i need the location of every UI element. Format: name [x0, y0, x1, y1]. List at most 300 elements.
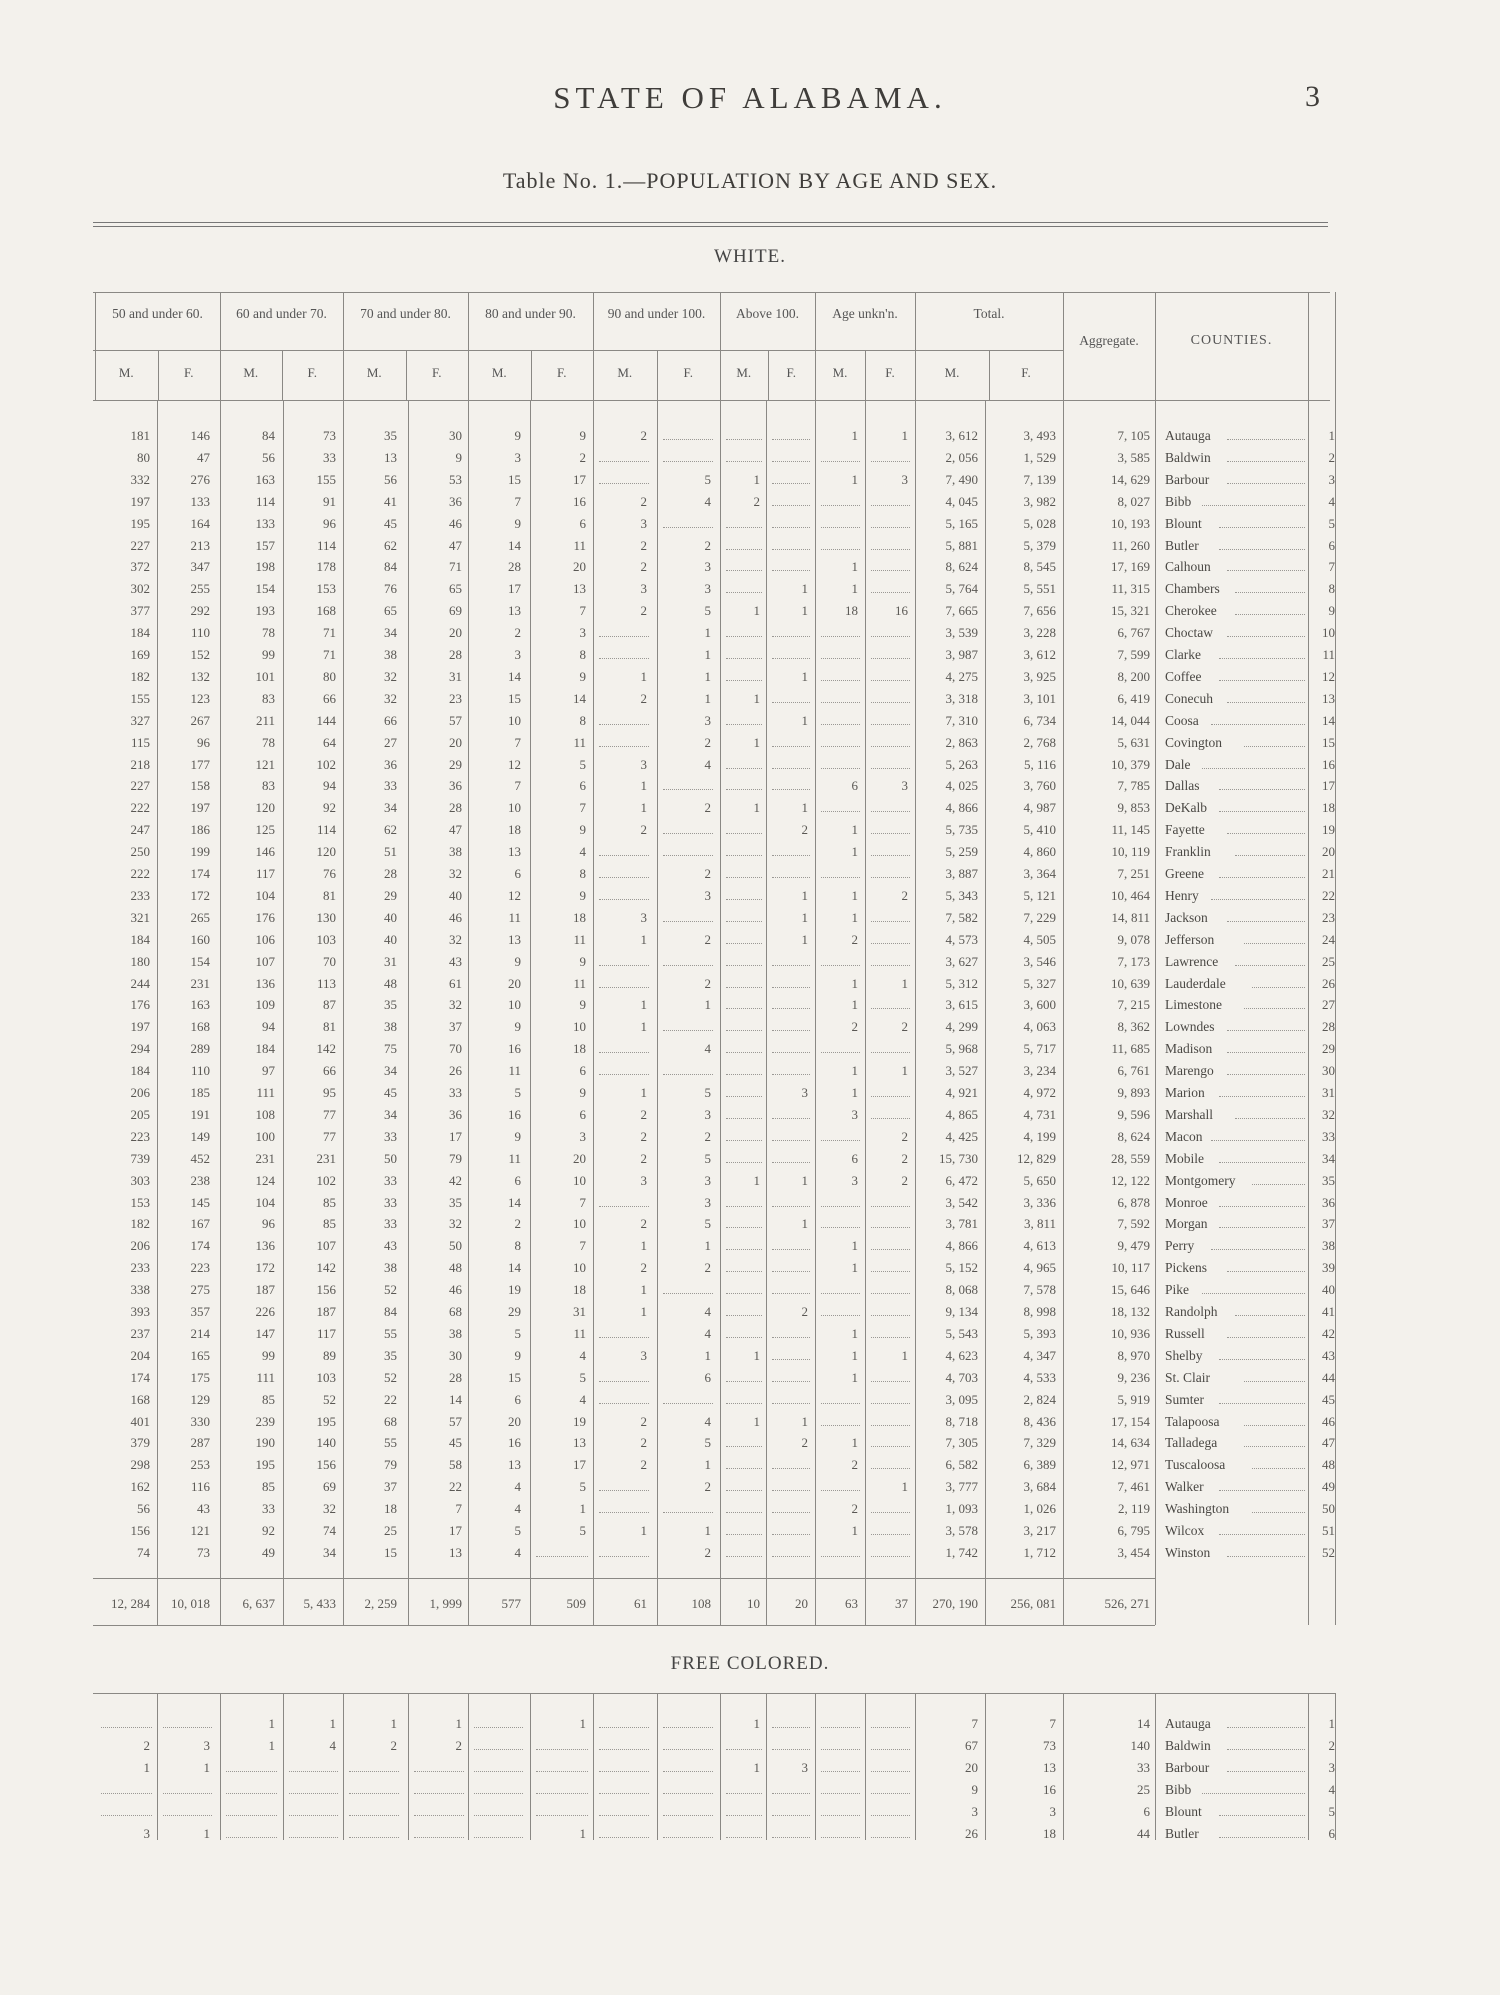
table-cell: 227 [130, 537, 150, 553]
table-cell: 3 [704, 559, 711, 575]
table-cell: 34 [384, 625, 397, 641]
table-cell: 184 [130, 1063, 150, 1079]
dot-leader [1219, 1162, 1305, 1163]
table-cell: 13 [508, 603, 521, 619]
table-cell: 197 [130, 1019, 150, 1035]
table-cell: 1 [143, 1759, 150, 1775]
dot-leader [871, 592, 910, 593]
table-cell: 2 [579, 449, 586, 465]
table-cell: 206 [130, 1238, 150, 1254]
table-cell: 5, 393 [1023, 1325, 1056, 1341]
table-cell: 12, 829 [1017, 1150, 1056, 1166]
table-cell: 5 [704, 1085, 711, 1100]
table-cell: 42 [449, 1172, 462, 1188]
dot-leader [726, 877, 762, 878]
table-cell: 6 [579, 778, 586, 794]
table-cell: 3, 539 [945, 625, 978, 641]
dot-leader [726, 789, 762, 790]
column-rule [989, 350, 990, 400]
dot-leader [726, 1030, 762, 1031]
dot-leader [1244, 1008, 1305, 1009]
county-name: Dale [1165, 756, 1191, 772]
table-cell: 113 [316, 975, 336, 991]
column-rule [220, 400, 221, 1625]
table-cell: 1 [579, 1716, 586, 1731]
dot-leader [772, 1556, 810, 1557]
table-cell: 1 [801, 603, 808, 619]
dot-leader [871, 833, 910, 834]
dot-leader [599, 965, 649, 966]
dot-leader [226, 1771, 277, 1772]
dot-leader [163, 1815, 212, 1816]
dot-leader [772, 1381, 810, 1382]
dot-leader [871, 1206, 910, 1207]
table-cell: 199 [190, 844, 210, 860]
table-cell: 33 [384, 1128, 397, 1144]
dot-leader [871, 1446, 910, 1447]
table-cell: 12, 971 [1111, 1457, 1150, 1473]
county-name: Bibb [1165, 493, 1192, 509]
table-cell: 45 [384, 1085, 397, 1100]
dot-leader [772, 1249, 810, 1250]
dot-leader [599, 1381, 649, 1382]
row-number: 15 [1322, 734, 1335, 750]
table-cell: 11, 315 [1111, 581, 1150, 597]
table-cell: 14 [449, 1391, 462, 1407]
dot-leader [599, 1815, 649, 1816]
dot-leader [772, 1030, 810, 1031]
table-cell: 3 [901, 778, 908, 794]
table-cell: 102 [316, 756, 336, 772]
table-cell: 195 [255, 1457, 275, 1473]
table-cell: 73 [1043, 1737, 1056, 1753]
table-cell: 149 [190, 1128, 210, 1144]
dot-leader [726, 1206, 762, 1207]
dot-leader [1252, 1468, 1305, 1469]
table-cell: 1 [753, 1347, 760, 1363]
dot-leader [599, 1771, 649, 1772]
table-cell: 99 [262, 647, 275, 662]
column-rule [406, 350, 407, 400]
dot-leader [726, 680, 762, 681]
county-name: Clarke [1165, 647, 1201, 662]
table-cell: 4, 275 [945, 668, 978, 684]
dot-leader [599, 746, 649, 747]
table-cell: 1, 742 [945, 1544, 978, 1560]
dot-leader [599, 1337, 649, 1338]
dot-leader [726, 943, 762, 944]
dot-leader [726, 1556, 762, 1557]
table-cell: 17 [449, 1128, 462, 1144]
table-cell: 11 [573, 1325, 586, 1341]
dot-leader [871, 965, 910, 966]
table-cell: 120 [316, 844, 336, 860]
table-cell: 12, 122 [1111, 1172, 1150, 1188]
table-cell: 3, 217 [1023, 1523, 1056, 1538]
table-cell: 3, 095 [945, 1391, 978, 1407]
dot-leader [772, 483, 810, 484]
dot-leader [599, 1727, 649, 1728]
table-cell: 7, 215 [1117, 997, 1150, 1013]
table-cell: 8, 027 [1117, 493, 1150, 509]
table-cell: 4, 860 [1023, 844, 1056, 860]
table-cell: 3 [579, 625, 586, 641]
dot-leader [101, 1793, 152, 1794]
dot-leader [772, 1074, 810, 1075]
table-cell: 7, 578 [1023, 1282, 1056, 1298]
table-cell: 6, 878 [1117, 1194, 1150, 1210]
table-cell: 3, 600 [1023, 997, 1056, 1013]
dot-leader [599, 855, 649, 856]
table-cell: 8, 436 [1023, 1413, 1056, 1429]
row-number: 52 [1322, 1544, 1335, 1560]
dot-leader [663, 1403, 713, 1404]
table-cell: 102 [316, 1172, 336, 1188]
table-cell: 4, 533 [1023, 1369, 1056, 1385]
county-name: Baldwin [1165, 1737, 1211, 1753]
row-number: 43 [1322, 1347, 1335, 1363]
column-rule [220, 292, 221, 400]
table-cell: 182 [130, 1216, 150, 1232]
county-name: Autauga [1165, 428, 1211, 443]
table-cell: 3, 612 [1023, 647, 1056, 662]
dot-leader [871, 855, 910, 856]
table-cell: 9 [514, 1347, 521, 1363]
table-cell: 84 [384, 1304, 397, 1319]
table-cell: 5 [579, 1523, 586, 1538]
table-cell: 5, 028 [1023, 515, 1056, 531]
dot-leader [726, 592, 762, 593]
dot-leader [821, 1793, 860, 1794]
table-cell: 2 [704, 734, 711, 750]
table-cell: 10 [573, 1172, 586, 1188]
table-cell: 2 [901, 1172, 908, 1188]
sub-header-m: M. [944, 365, 960, 380]
dot-leader [772, 965, 810, 966]
dot-leader [349, 1815, 399, 1816]
table-cell: 55 [384, 1435, 397, 1451]
table-cell: 4, 623 [945, 1347, 978, 1363]
table-cell: 47 [449, 537, 462, 553]
table-cell: 3, 542 [945, 1194, 978, 1210]
table-cell: 9, 853 [1117, 800, 1150, 816]
table-cell: 9 [455, 449, 462, 465]
dot-leader [821, 461, 860, 462]
table-cell: 85 [323, 1216, 336, 1232]
table-cell: 11, 260 [1111, 537, 1150, 553]
dot-leader [1227, 833, 1305, 834]
table-cell: 70 [449, 1041, 462, 1057]
dot-leader [349, 1771, 399, 1772]
table-cell: 169 [130, 647, 150, 662]
row-number: 39 [1322, 1260, 1335, 1276]
dot-leader [474, 1837, 523, 1838]
row-number: 4 [1328, 1781, 1335, 1797]
table-cell: 226 [255, 1304, 275, 1319]
dot-leader [599, 636, 649, 637]
table-cell: 5, 121 [1023, 887, 1056, 903]
column-rule [1308, 400, 1309, 1625]
column-rule [1063, 400, 1064, 1625]
dot-leader [821, 636, 860, 637]
dot-leader [871, 505, 910, 506]
table-cell: 1 [851, 559, 858, 575]
table-cell: 3 [640, 581, 647, 597]
table-cell: 7, 105 [1117, 428, 1150, 443]
table-cell: 184 [255, 1041, 275, 1057]
table-cell: 20 [573, 1150, 586, 1166]
row-number: 31 [1322, 1085, 1335, 1100]
table-cell: 4 [579, 1347, 586, 1363]
table-cell: 14 [573, 690, 586, 706]
dot-leader [289, 1837, 338, 1838]
dot-leader [474, 1771, 523, 1772]
table-cell: 4 [704, 1041, 711, 1057]
dot-leader [1252, 1184, 1305, 1185]
table-cell: 95 [323, 1085, 336, 1100]
column-rule [985, 400, 986, 1625]
county-name: Franklin [1165, 844, 1211, 860]
column-rule [282, 350, 283, 400]
dot-leader [772, 1512, 810, 1513]
row-number: 26 [1322, 975, 1335, 991]
table-cell: 180 [130, 953, 150, 969]
table-cell: 3, 615 [945, 997, 978, 1013]
table-cell: 330 [190, 1413, 210, 1429]
dot-leader [772, 505, 810, 506]
sub-header-f: F. [885, 365, 895, 380]
dot-leader [772, 987, 810, 988]
table-cell: 2 [640, 603, 647, 619]
dot-leader [871, 570, 910, 571]
table-cell: 16 [508, 1041, 521, 1057]
table-cell: 6 [579, 515, 586, 531]
total-cell: 37 [895, 1596, 908, 1611]
dot-leader [726, 855, 762, 856]
table-cell: 3, 811 [1023, 1216, 1056, 1232]
table-cell: 116 [190, 1479, 210, 1495]
dot-leader [772, 1468, 810, 1469]
table-cell: 38 [449, 844, 462, 860]
table-cell: 45 [449, 1435, 462, 1451]
table-cell: 1 [801, 800, 808, 816]
dot-leader [726, 1446, 762, 1447]
table-cell: 1 [640, 778, 647, 794]
table-cell: 70 [323, 953, 336, 969]
column-rule [815, 1693, 816, 1840]
dot-leader [1227, 702, 1305, 703]
table-cell: 238 [190, 1172, 210, 1188]
dot-leader [474, 1793, 523, 1794]
table-cell: 3 [579, 1128, 586, 1144]
table-cell: 5 [514, 1523, 521, 1538]
table-cell: 15 [384, 1544, 397, 1560]
table-cell: 1 [268, 1716, 275, 1731]
dot-leader [821, 1815, 860, 1816]
table-cell: 3 [640, 909, 647, 925]
dot-leader [599, 1206, 649, 1207]
table-cell: 13 [449, 1544, 462, 1560]
table-cell: 223 [190, 1260, 210, 1276]
dot-leader [821, 811, 860, 812]
county-name: Barbour [1165, 471, 1210, 487]
table-cell: 2 [704, 537, 711, 553]
total-cell: 526, 271 [1104, 1596, 1150, 1611]
table-cell: 1 [851, 428, 858, 443]
table-cell: 62 [384, 537, 397, 553]
table-cell: 2 [901, 887, 908, 903]
dot-leader [726, 724, 762, 725]
table-cell: 1 [801, 1216, 808, 1232]
table-cell: 3, 781 [945, 1216, 978, 1232]
table-cell: 186 [190, 822, 210, 838]
dot-leader [414, 1837, 464, 1838]
dot-leader [726, 636, 762, 637]
dot-leader [772, 1727, 810, 1728]
table-cell: 62 [384, 822, 397, 838]
table-cell: 7 [579, 603, 586, 619]
table-cell: 124 [255, 1172, 275, 1188]
table-cell: 68 [449, 1304, 462, 1319]
total-cell: 12, 284 [111, 1596, 150, 1611]
table-cell: 92 [262, 1523, 275, 1538]
table-cell: 223 [130, 1128, 150, 1144]
table-cell: 55 [384, 1325, 397, 1341]
table-cell: 6, 795 [1117, 1523, 1150, 1538]
dot-leader [289, 1815, 338, 1816]
dot-leader [821, 1727, 860, 1728]
table-cell: 100 [255, 1128, 275, 1144]
table-cell: 3, 684 [1023, 1479, 1056, 1495]
dot-leader [871, 461, 910, 462]
row-number: 9 [1328, 603, 1335, 619]
table-cell: 6, 472 [945, 1172, 978, 1188]
table-cell: 4, 972 [1023, 1085, 1056, 1100]
table-cell: 35 [384, 1347, 397, 1363]
dot-leader [772, 1271, 810, 1272]
table-cell: 32 [449, 997, 462, 1013]
table-cell: 7, 582 [945, 909, 978, 925]
table-cell: 8, 362 [1117, 1019, 1150, 1035]
table-cell: 5 [514, 1085, 521, 1100]
county-name: Calhoun [1165, 559, 1211, 575]
table-cell: 213 [190, 537, 210, 553]
dot-leader [772, 1008, 810, 1009]
table-cell: 302 [130, 581, 150, 597]
table-cell: 172 [190, 887, 210, 903]
row-number: 2 [1328, 1737, 1335, 1753]
dot-leader [821, 1140, 860, 1141]
table-cell: 32 [323, 1501, 336, 1517]
table-cell: 7, 785 [1117, 778, 1150, 794]
table-cell: 327 [130, 712, 150, 728]
table-cell: 233 [130, 887, 150, 903]
table-cell: 1 [901, 1063, 908, 1079]
table-cell: 452 [190, 1150, 210, 1166]
column-group-header: Age unkn'n. [832, 306, 898, 321]
table-cell: 1 [851, 997, 858, 1013]
table-cell: 7, 251 [1117, 866, 1150, 881]
table-cell: 56 [262, 449, 275, 465]
table-cell: 255 [190, 581, 210, 597]
table-cell: 182 [130, 668, 150, 684]
dot-leader [726, 1227, 762, 1228]
dot-leader [599, 1512, 649, 1513]
dot-leader [1219, 1206, 1305, 1207]
table-cell: 3 [801, 1759, 808, 1775]
table-cell: 5, 327 [1023, 975, 1056, 991]
table-cell: 146 [190, 428, 210, 443]
table-cell: 6 [851, 778, 858, 794]
table-cell: 46 [449, 1282, 462, 1298]
table-cell: 18 [573, 909, 586, 925]
table-cell: 7, 229 [1023, 909, 1056, 925]
table-cell: 4, 703 [945, 1369, 978, 1385]
dot-leader [663, 1749, 713, 1750]
table-cell: 2 [704, 1544, 711, 1560]
row-number: 23 [1322, 909, 1335, 925]
table-cell: 94 [262, 1019, 275, 1035]
column-rule [593, 292, 594, 400]
table-cell: 239 [255, 1413, 275, 1429]
column-rule [531, 350, 532, 400]
table-cell: 99 [262, 1347, 275, 1363]
column-rule [657, 350, 658, 400]
column-rule [1308, 1693, 1309, 1840]
column-group-header: Above 100. [736, 306, 799, 321]
table-cell: 9 [514, 1128, 521, 1144]
row-number: 6 [1328, 537, 1335, 553]
table-cell: 250 [130, 844, 150, 860]
table-cell: 1 [801, 931, 808, 947]
row-number: 51 [1322, 1523, 1335, 1538]
county-name: DeKalb [1165, 800, 1207, 816]
table-cell: 132 [190, 668, 210, 684]
dot-leader [599, 1052, 649, 1053]
dot-leader [821, 680, 860, 681]
dot-leader [726, 1337, 762, 1338]
table-cell: 8, 624 [945, 559, 978, 575]
row-number: 10 [1322, 625, 1335, 641]
column-rule [915, 292, 916, 400]
dot-leader [349, 1837, 399, 1838]
total-cell: 10 [747, 1596, 760, 1611]
table-cell: 197 [190, 800, 210, 816]
county-name: Talladega [1165, 1435, 1218, 1451]
column-rule [593, 1693, 594, 1840]
dot-leader [871, 877, 910, 878]
table-cell: 5, 881 [945, 537, 978, 553]
table-cell: 222 [130, 800, 150, 816]
table-cell: 8, 545 [1023, 559, 1056, 575]
sub-header-m: M. [832, 365, 848, 380]
table-cell: 49 [262, 1544, 275, 1560]
table-cell: 11, 145 [1111, 822, 1150, 838]
table-cell: 195 [316, 1413, 336, 1429]
total-cell: 2, 259 [364, 1596, 397, 1611]
table-cell: 73 [197, 1544, 210, 1560]
county-name: Autauga [1165, 1716, 1211, 1731]
row-number: 3 [1328, 1759, 1335, 1775]
table-cell: 133 [190, 493, 210, 509]
table-cell: 15 [508, 690, 521, 706]
dot-leader [226, 1837, 277, 1838]
column-rule [766, 400, 767, 1625]
table-cell: 187 [316, 1304, 336, 1319]
table-cell: 3, 612 [945, 428, 978, 443]
dot-leader [1219, 1096, 1305, 1097]
table-cell: 85 [262, 1391, 275, 1407]
